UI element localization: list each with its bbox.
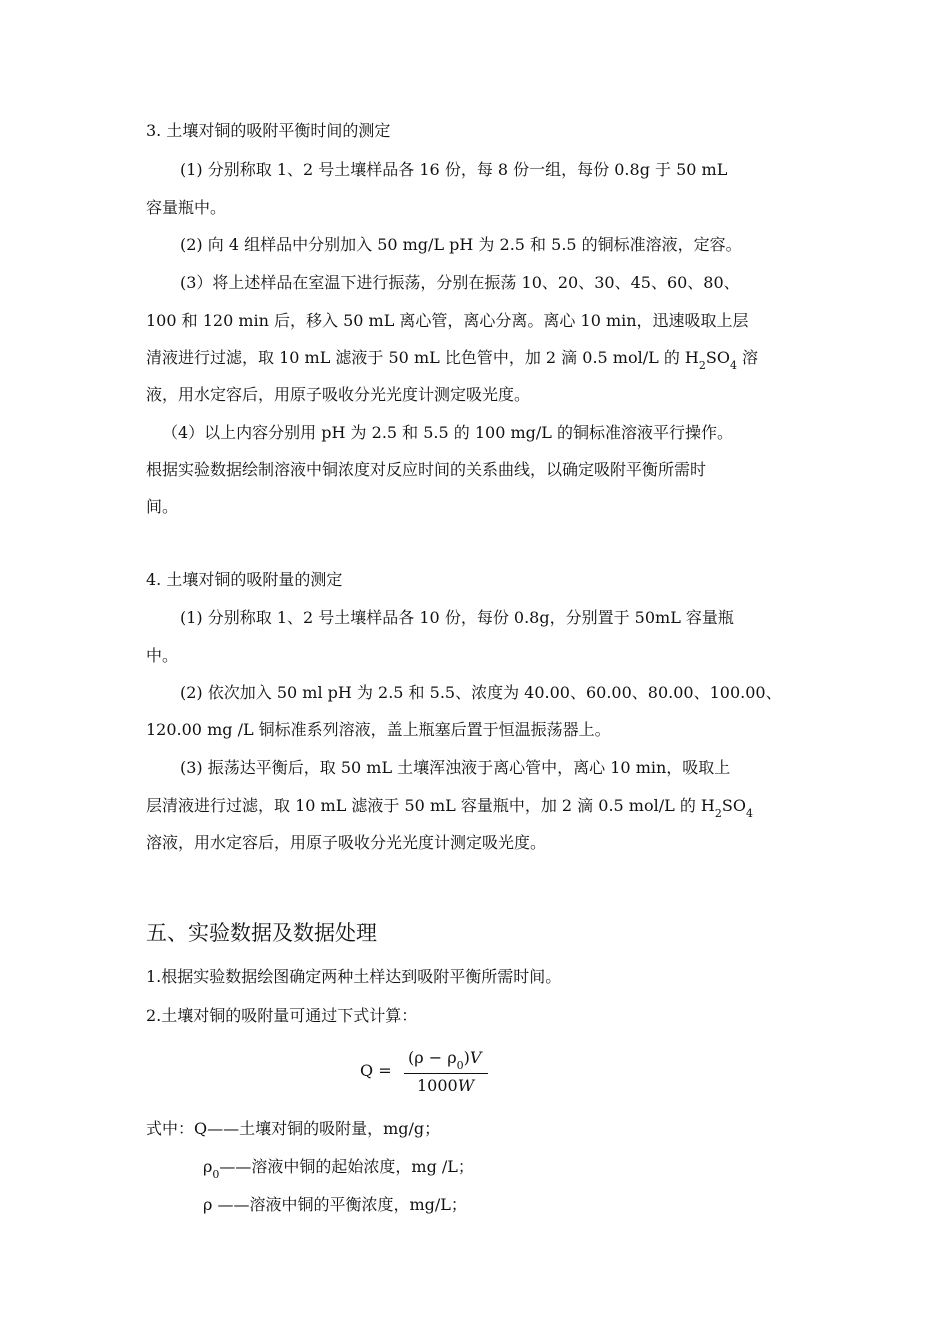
section-3-step-3c-text: 清液进行过滤，取 10 mL 滤液于 50 mL 比色管中，加 2 滴 0.5 mol/L 的 H — [146, 348, 699, 367]
section-3-step-1a: (1) 分别称取 1、2 号土壤样品各 16 份，每 8 份一组，每份 0.8g 于 50 mL — [180, 160, 728, 179]
section-3-step-3b: 100 和 120 min 后，移入 50 mL 离心管，离心分离。离心 10 min，迅速吸取上层 — [146, 311, 749, 330]
formula-num-v: V — [469, 1048, 482, 1067]
section-4-step-2a: (2) 依次加入 50 ml pH 为 2.5 和 5.5、浓度为 40.00、60.00、80.00、100.00、 — [180, 683, 782, 702]
formula-numerator — [408, 1048, 482, 1072]
section-4-step-3b-text: 层清液进行过滤，取 10 mL 滤液于 50 mL 容量瓶中，加 2 滴 0.5 mol/L 的 H — [146, 796, 715, 815]
section-3-step-4b: 根据实验数据绘制溶液中铜浓度对反应时间的关系曲线，以确定吸附平衡所需时 — [146, 460, 707, 479]
section-4-step-1a: (1) 分别称取 1、2 号土壤样品各 10 份，每份 0.8g，分别置于 50mL 容量瓶 — [180, 608, 734, 627]
subscript-4: 4 — [745, 807, 753, 820]
section-4-step-3b — [146, 795, 753, 819]
definition-rho0 — [203, 1156, 474, 1180]
formula-den-number: 1000 — [417, 1076, 458, 1095]
definition-rho: ρ ——溶液中铜的平衡浓度，mg/L； — [203, 1195, 467, 1214]
definitions-intro: 式中：Q——土壤对铜的吸附量，mg/g； — [146, 1119, 441, 1138]
section-3-step-1b: 容量瓶中。 — [146, 198, 227, 217]
section-3-step-3c — [146, 347, 758, 371]
subscript-2: 2 — [714, 807, 722, 820]
formula-denominator — [417, 1076, 474, 1095]
section-3-step-4c: 间。 — [146, 497, 179, 516]
subscript-4: 4 — [729, 359, 737, 372]
section-3-step-3c-tail: 溶 — [736, 348, 759, 367]
section-3-title: 3. 土壤对铜的吸附平衡时间的测定 — [146, 121, 391, 140]
formula-lhs: Q = — [360, 1061, 392, 1080]
formula-num-close: ) — [463, 1048, 470, 1067]
formula-den-w: W — [457, 1076, 475, 1095]
so-text: SO — [721, 796, 746, 815]
section-4-step-3c: 溶液，用水定容后，用原子吸收分光光度计测定吸光度。 — [146, 833, 547, 852]
section-4-step-3a: (3) 振荡达平衡后，取 50 mL 土壤浑浊液于离心管中，离心 10 min，吸取上 — [180, 758, 731, 777]
so-text: SO — [705, 348, 730, 367]
section-4-step-2b: 120.00 mg /L 铜标准系列溶液，盖上瓶塞后置于恒温振荡器上。 — [146, 720, 611, 739]
subscript-2: 2 — [698, 359, 706, 372]
section-5-item-1: 1.根据实验数据绘图确定两种土样达到吸附平衡所需时间。 — [146, 967, 562, 986]
section-4-title: 4. 土壤对铜的吸附量的测定 — [146, 570, 343, 589]
section-3-step-3a: (3）将上述样品在室温下进行振荡，分别在振荡 10、20、30、45、60、80、 — [180, 273, 740, 292]
section-3-step-3d: 液，用水定容后，用原子吸收分光光度计测定吸光度。 — [146, 385, 531, 404]
section-4-step-1b: 中。 — [146, 646, 179, 665]
adsorption-formula — [360, 1048, 510, 1096]
rho0-symbol: ρ — [203, 1157, 213, 1176]
section-3-step-2: (2) 向 4 组样品中分别加入 50 mg/L pH 为 2.5 和 5.5 的铜标准溶液，定容。 — [180, 235, 742, 254]
formula-num-open: (ρ − ρ — [408, 1048, 457, 1067]
rho0-text: ——溶液中铜的起始浓度，mg /L； — [219, 1157, 474, 1176]
rho0-subscript: 0 — [212, 1168, 220, 1181]
section-5-item-2: 2.土壤对铜的吸附量可通过下式计算： — [146, 1006, 418, 1025]
section-3-step-4a: （4）以上内容分别用 pH 为 2.5 和 5.5 的 100 mg/L 的铜标准溶液平行操作。 — [162, 423, 734, 442]
section-5-heading: 五、实验数据及数据处理 — [146, 921, 377, 945]
formula-num-sub: 0 — [456, 1059, 464, 1072]
fraction-bar — [404, 1073, 488, 1074]
